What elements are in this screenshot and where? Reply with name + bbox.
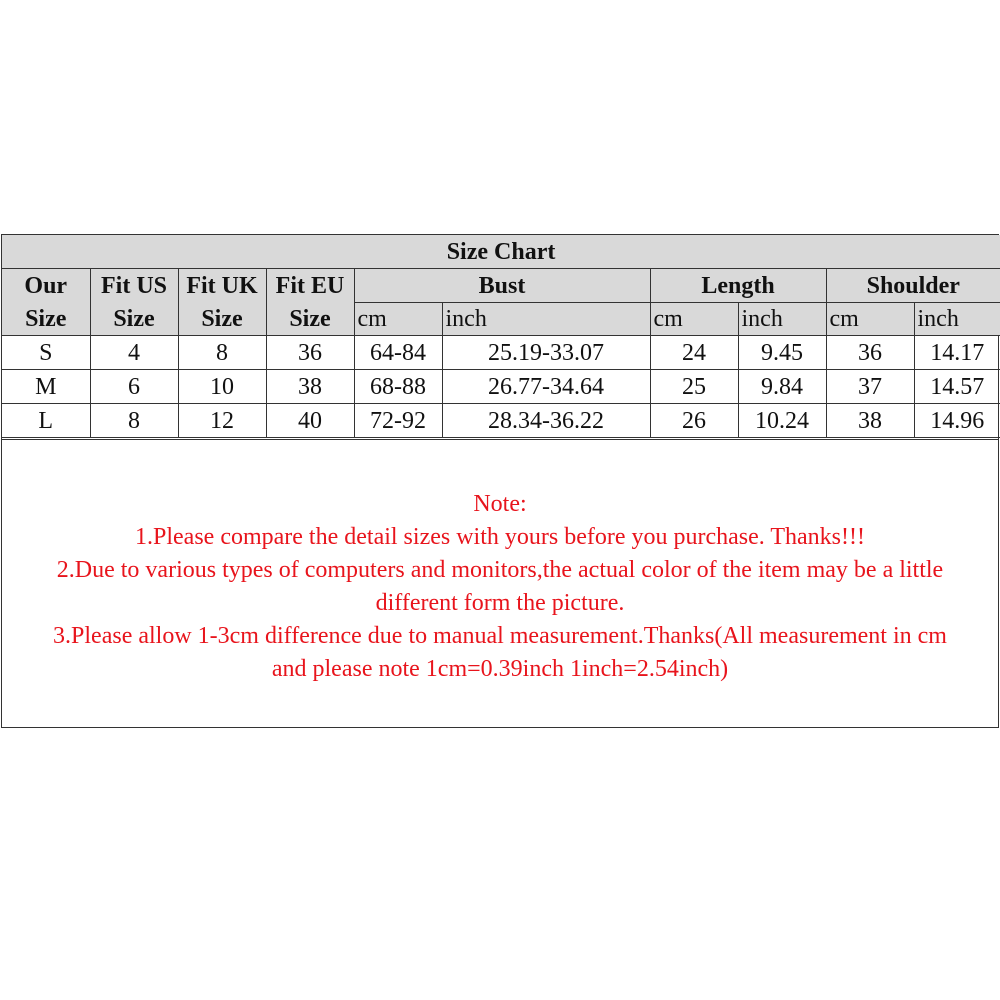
size-table xyxy=(2,235,1000,438)
header-fit-eu xyxy=(266,269,354,336)
header-length: Length xyxy=(650,269,826,303)
table-row xyxy=(2,336,1000,370)
header-fit-us-line2: Size xyxy=(113,305,155,332)
header-shoulder-cm: cm xyxy=(826,303,914,336)
cell-fit-uk: 8 xyxy=(178,336,266,370)
note-line: 3.Please allow 1-3cm difference due to manual measurement.Thanks(All measurement in cm xyxy=(53,623,947,649)
header-bust: Bust xyxy=(354,269,650,303)
note-line: different form the picture. xyxy=(375,590,625,616)
table-row xyxy=(2,370,1000,404)
cell-fit-eu: 40 xyxy=(266,404,354,438)
cell-length-inch: 9.45 xyxy=(738,336,826,370)
header-our-size xyxy=(2,269,90,336)
note-line: 2.Due to various types of computers and monitors,the actual color of the item may be a little xyxy=(56,557,944,583)
cell-fit-us: 8 xyxy=(90,404,178,438)
cell-our-size: M xyxy=(2,370,90,404)
cell-length-inch: 9.84 xyxy=(738,370,826,404)
cell-bust-inch: 26.77-34.64 xyxy=(442,370,650,404)
cell-bust-cm: 68-88 xyxy=(354,370,442,404)
cell-shoulder-cm: 37 xyxy=(826,370,914,404)
cell-shoulder-cm: 38 xyxy=(826,404,914,438)
cell-length-cm: 25 xyxy=(650,370,738,404)
cell-shoulder-cm: 36 xyxy=(826,336,914,370)
header-length-inch: inch xyxy=(738,303,826,336)
note-heading: Note: xyxy=(473,491,527,517)
cell-length-cm: 24 xyxy=(650,336,738,370)
cell-bust-inch: 25.19-33.07 xyxy=(442,336,650,370)
size-chart xyxy=(1,234,999,728)
header-fit-us xyxy=(90,269,178,336)
header-fit-uk-line2: Size xyxy=(201,305,243,332)
note-line: and please note 1cm=0.39inch 1inch=2.54inch) xyxy=(271,656,729,682)
cell-bust-inch: 28.34-36.22 xyxy=(442,404,650,438)
cell-shoulder-inch: 14.96 xyxy=(914,404,1000,438)
header-fit-uk xyxy=(178,269,266,336)
header-bust-cm: cm xyxy=(354,303,442,336)
header-fit-eu-line1: Fit EU xyxy=(275,272,345,299)
header-our-size-line2: Size xyxy=(25,305,67,332)
cell-our-size: S xyxy=(2,336,90,370)
cell-our-size: L xyxy=(2,404,90,438)
cell-length-cm: 26 xyxy=(650,404,738,438)
header-shoulder: Shoulder xyxy=(826,269,1000,303)
header-fit-uk-line1: Fit UK xyxy=(186,272,258,299)
header-our-size-line1: Our xyxy=(24,272,68,299)
cell-length-inch: 10.24 xyxy=(738,404,826,438)
table-title: Size Chart xyxy=(2,235,1000,269)
cell-fit-us: 6 xyxy=(90,370,178,404)
header-fit-eu-line2: Size xyxy=(289,305,331,332)
note-line: 1.Please compare the detail sizes with yours before you purchase. Thanks!!! xyxy=(135,524,865,550)
note-block xyxy=(2,439,998,727)
header-bust-inch: inch xyxy=(442,303,650,336)
cell-fit-eu: 38 xyxy=(266,370,354,404)
cell-fit-us: 4 xyxy=(90,336,178,370)
cell-shoulder-inch: 14.57 xyxy=(914,370,1000,404)
cell-bust-cm: 64-84 xyxy=(354,336,442,370)
cell-fit-uk: 10 xyxy=(178,370,266,404)
cell-bust-cm: 72-92 xyxy=(354,404,442,438)
header-length-cm: cm xyxy=(650,303,738,336)
cell-shoulder-inch: 14.17 xyxy=(914,336,1000,370)
header-shoulder-inch: inch xyxy=(914,303,1000,336)
header-fit-us-line1: Fit US xyxy=(101,272,167,299)
cell-fit-eu: 36 xyxy=(266,336,354,370)
table-row xyxy=(2,404,1000,438)
cell-fit-uk: 12 xyxy=(178,404,266,438)
